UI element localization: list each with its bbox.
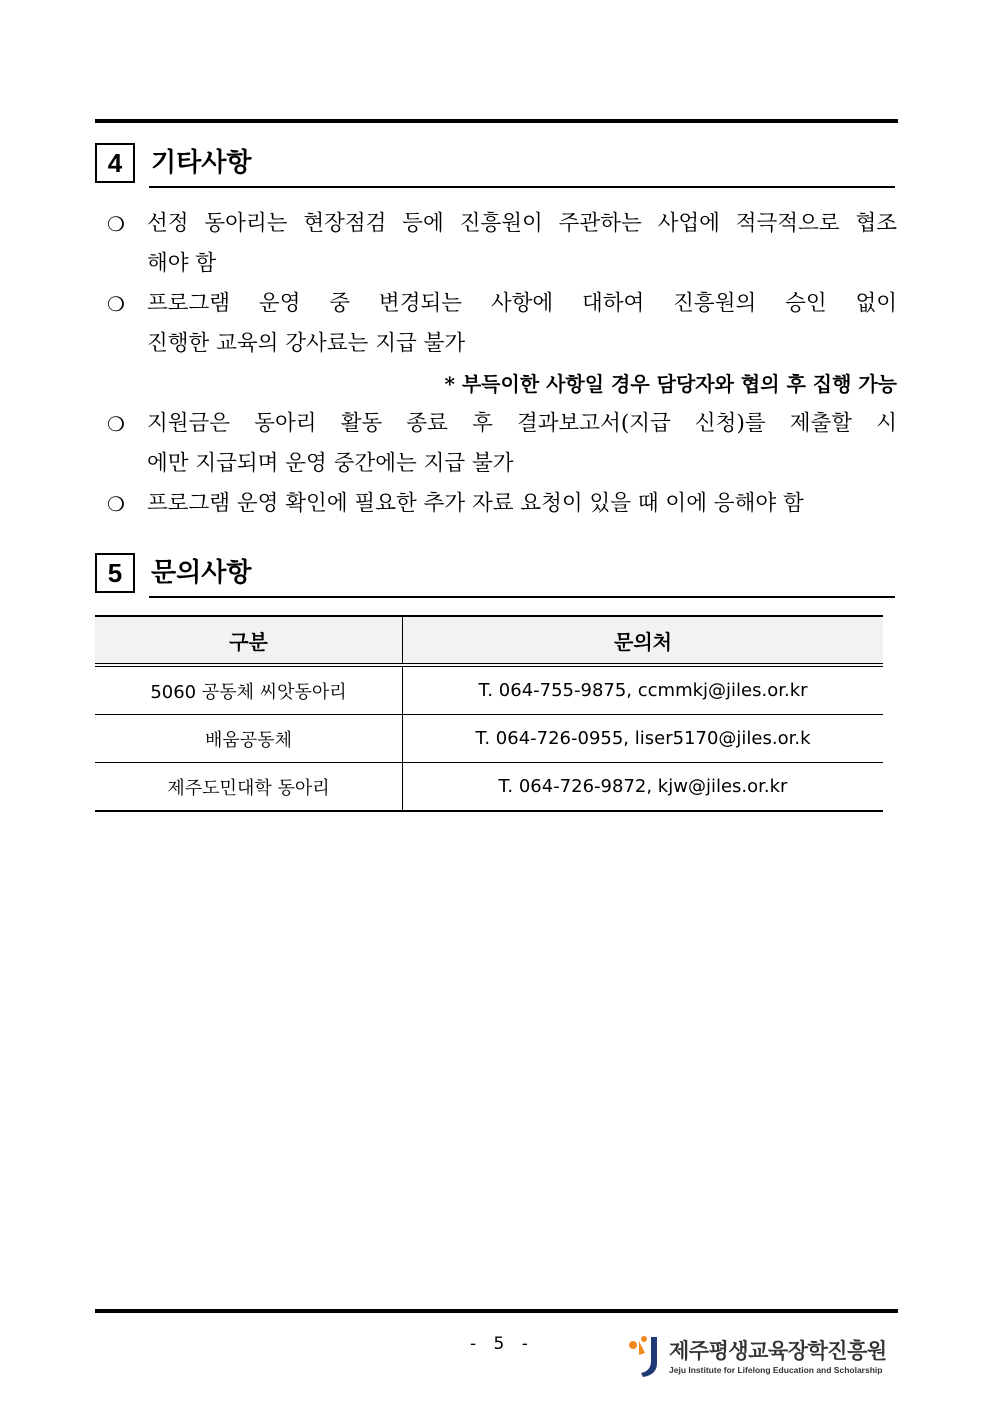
table-row — [95, 665, 883, 715]
org-name-english: Jeju Institute for Lifelong Education and Scholarship — [669, 1365, 883, 1375]
section-5-header — [95, 553, 895, 599]
table-header-row — [95, 616, 883, 665]
cell-contact: T. 064-726-9872, kjw@jiles.or.kr — [403, 763, 884, 812]
bottom-rule — [95, 1309, 898, 1313]
item-2-line-2: 진행한 교육의 강사료는 지급 불가 — [147, 331, 466, 356]
item-3-line-2: 에만 지급되며 운영 중간에는 지급 불가 — [147, 451, 514, 476]
item-1-line-1: 선정 동아리는 현장점검 등에 진흥원이 주관하는 사업에 적극적으로 협조 — [147, 211, 897, 236]
list-item — [105, 484, 897, 524]
cell-contact: T. 064-726-0955, liser5170@jiles.or.k — [403, 715, 884, 763]
item-2-line-1: 프로그램 운영 중 변경되는 사항에 대하여 진흥원의 승인 없이 — [147, 291, 897, 316]
top-rule — [95, 119, 898, 123]
item-4-line-1: 프로그램 운영 확인에 필요한 추가 자료 요청이 있을 때 이에 응해야 함 — [147, 491, 804, 516]
section-4-header — [95, 143, 895, 189]
item-1-line-2: 해야 함 — [147, 251, 217, 276]
bullet-icon: ❍ — [107, 212, 125, 236]
header-contact: 문의처 — [403, 616, 884, 665]
section-4-list — [105, 204, 897, 524]
table-row — [95, 715, 883, 763]
bullet-icon: ❍ — [107, 292, 125, 316]
contact-table — [95, 615, 883, 812]
item-3-line-1: 지원금은 동아리 활동 종료 후 결과보고서(지급 신청)를 제출할 시 — [147, 411, 897, 436]
org-logo — [627, 1333, 897, 1383]
bullet-icon: ❍ — [107, 492, 125, 516]
header-category: 구분 — [95, 616, 403, 665]
cell-category: 배움공동체 — [95, 715, 403, 763]
cell-contact: T. 064-755-9875, ccmmkj@jiles.or.kr — [403, 665, 884, 715]
org-name: 제주평생교육장학진흥원 — [669, 1339, 887, 1363]
cell-category: 제주도민대학 동아리 — [95, 763, 403, 812]
list-item — [105, 404, 897, 484]
note-text: * 부득이한 사항일 경우 담당자와 협의 후 집행 가능 — [444, 372, 897, 396]
bullet-icon: ❍ — [107, 412, 125, 436]
cell-category: 5060 공동체 씨앗동아리 — [95, 665, 403, 715]
section-4-number: 4 — [95, 143, 135, 183]
table-row — [95, 763, 883, 812]
section-4-title: 기타사항 — [149, 143, 895, 188]
list-item — [105, 204, 897, 284]
section-5-title: 문의사항 — [149, 553, 895, 598]
list-item — [105, 284, 897, 364]
org-logo-icon — [627, 1333, 663, 1379]
section-5-number: 5 — [95, 553, 135, 593]
page-number: - 5 - — [470, 1334, 534, 1354]
